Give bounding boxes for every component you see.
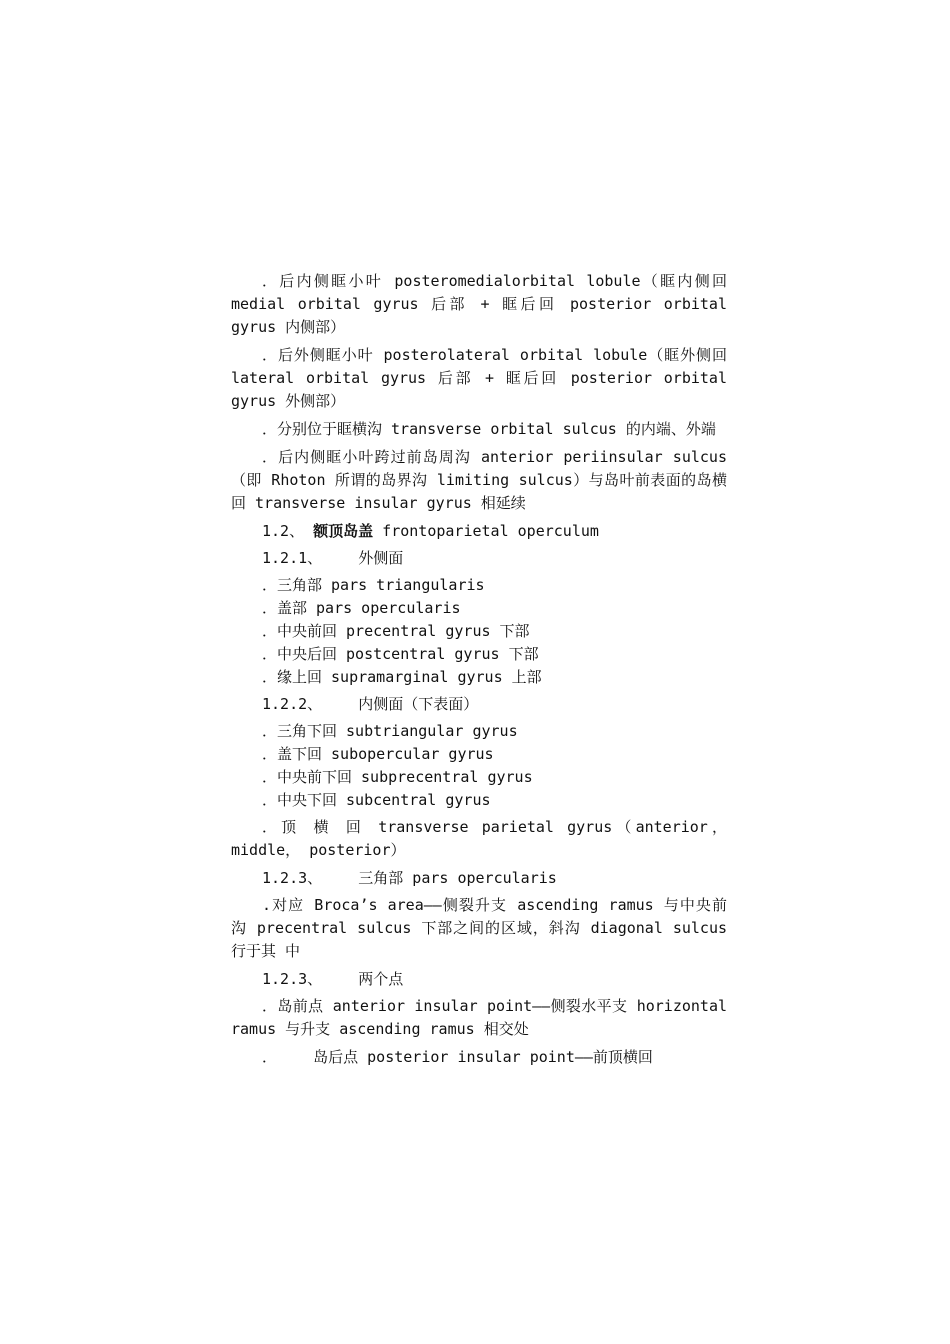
document-body — [231, 270, 727, 1074]
paragraph-posteromedial-lobule: ．后内侧眶小叶 posteromedialorbital lobule（眶内侧回 medial orbital gyrus 后部 + 眶后回 posterior orbital gyrus 内侧部） — [231, 272, 727, 336]
list-item: ．中央前回 precentral gyrus 下部 — [262, 622, 530, 640]
paragraph-transverse-parietal-gyrus: ．顶 横 回 transverse parietal gyrus（anterior，middle， posterior） — [231, 818, 727, 859]
section-title-latin: frontoparietal operculum — [382, 522, 599, 540]
section-heading-1-2-2: 1.2.2、 内侧面（下表面） — [262, 695, 479, 713]
list-item: ．盖部 pars opercularis — [262, 599, 461, 617]
list-item: ．三角部 pars triangularis — [262, 576, 485, 594]
section-heading-1-2-1: 1.2.1、 外侧面 — [262, 549, 404, 567]
paragraph-anterior-insular-point: ．岛前点 anterior insular point——侧裂水平支 horizontal ramus 与升支 ascending ramus 相交处 — [231, 997, 727, 1038]
paragraph-posterior-insular-point: ． 岛后点 posterior insular point——前顶横回 — [262, 1048, 653, 1066]
list-item: ．缘上回 supramarginal gyrus 上部 — [262, 668, 542, 686]
section-heading-1-2-3-pars: 1.2.3、 三角部 pars opercularis — [262, 869, 557, 887]
list-item: ．中央前下回 subprecentral gyrus — [262, 768, 533, 786]
paragraph-broca-area: .对应 Broca’s area——侧裂升支 ascending ramus 与中央前 沟 precentral sulcus 下部之间的区域，斜沟 diagonal sulcus 行于其 中 — [231, 896, 727, 960]
section-title-bold: 额顶岛盖 — [313, 522, 374, 540]
section-number: 1.2、 — [262, 522, 305, 540]
paragraph-periinsular-sulcus: ．后内侧眶小叶跨过前岛周沟 anterior periinsular sulcus（即 Rhoton 所谓的岛界沟 limiting sulcus）与岛叶前表面的岛横回 transverse insular gyrus 相延续 — [231, 448, 727, 512]
list-item: ．中央下回 subcentral gyrus — [262, 791, 491, 809]
list-medial-surface — [231, 720, 727, 812]
list-lateral-surface — [231, 574, 727, 689]
paragraph-posterolateral-lobule: ．后外侧眶小叶 posterolateral orbital lobule（眶外侧回 lateral orbital gyrus 后部 + 眶后回 posterior orbital gyrus 外侧部） — [231, 346, 727, 410]
list-item: ．三角下回 subtriangular gyrus — [262, 722, 518, 740]
list-item: ．中央后回 postcentral gyrus 下部 — [262, 645, 539, 663]
section-heading-1-2 — [231, 520, 727, 543]
paragraph-transverse-orbital-sulcus: ．分别位于眶横沟 transverse orbital sulcus 的内端、外端 — [262, 420, 716, 438]
section-heading-1-2-3-points: 1.2.3、 两个点 — [262, 970, 404, 988]
list-item: ．盖下回 subopercular gyrus — [262, 745, 494, 763]
